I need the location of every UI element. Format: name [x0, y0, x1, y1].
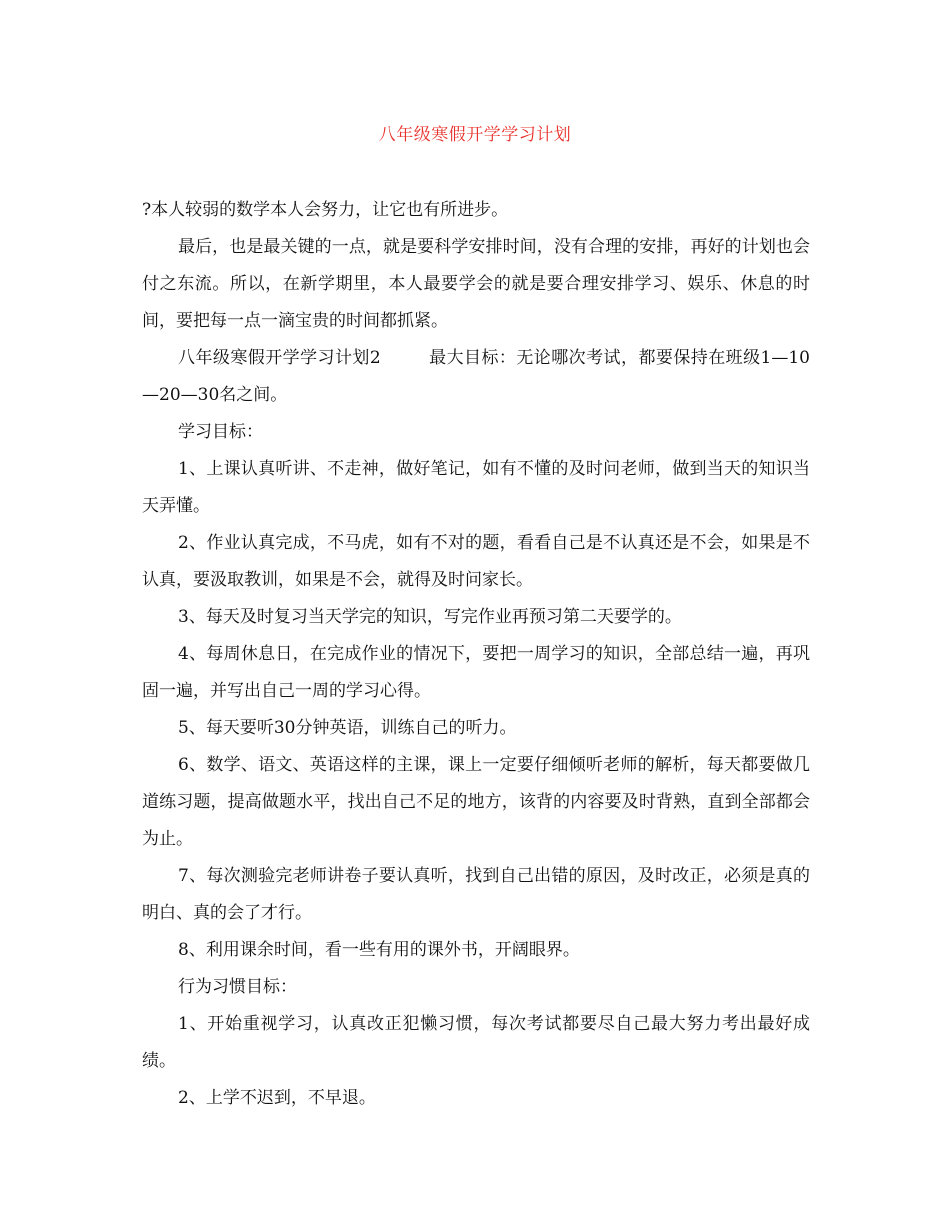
document-title: 八年级寒假开学学习计划	[378, 125, 572, 145]
plan2-heading: 八年级寒假开学学习计划2	[178, 348, 381, 368]
list-item: 6、数学、语文、英语这样的主课，课上一定要仔细倾听老师的解析，每天都要做几道练习题，提高做题水平，找出自己不足的地方，该背的内容要及时背熟，直到全部都会为止。	[142, 755, 810, 849]
document-body	[142, 192, 810, 1117]
list-item: 5、每天要听30分钟英语，训练自己的听力。	[178, 718, 517, 738]
list-item: 3、每天及时复习当天学完的知识，写完作业再预习第二天要学的。	[178, 607, 682, 627]
list-item: 7、每次测验完老师讲卷子要认真听，找到自己出错的原因，及时改正，必须是真的明白、真的会了才行。	[142, 866, 810, 923]
list-item: 2、上学不迟到，不早退。	[178, 1088, 376, 1108]
heading-study-goals: 学习目标：	[178, 422, 263, 442]
list-item: 2、作业认真完成，不马虎，如有不对的题，看看自己是不认真还是不会，如果是不认真，要汲取教训，如果是不会，就得及时问家长。	[142, 533, 810, 590]
list-item: 1、上课认真听讲、不走神，做好笔记，如有不懂的及时问老师，做到当天的知识当天弄懂。	[142, 459, 810, 516]
list-item: 1、开始重视学习，认真改正犯懒习惯，每次考试都要尽自己最大努力考出最好成绩。	[142, 1014, 810, 1071]
heading-behavior-goals: 行为习惯目标：	[178, 977, 297, 997]
paragraph-plan2	[142, 340, 810, 414]
plan2-goal: 最大目标：无论哪次考试，都要保持在班级1—10—20—30名之间。	[142, 348, 810, 405]
paragraph-intro: ?本人较弱的数学本人会努力，让它也有所进步。	[142, 200, 509, 220]
paragraph-time-management: 最后，也是最关键的一点，就是要科学安排时间，没有合理的安排，再好的计划也会付之东流。所以，在新学期里，本人最要学会的就是要合理安排学习、娱乐、休息的时间，要把每一点一滴宝贵的时间都抓紧。	[142, 237, 810, 331]
list-item: 8、利用课余时间，看一些有用的课外书，开阔眼界。	[178, 940, 580, 960]
list-item: 4、每周休息日，在完成作业的情况下，要把一周学习的知识，全部总结一遍，再巩固一遍，并写出自己一周的学习心得。	[142, 644, 810, 701]
